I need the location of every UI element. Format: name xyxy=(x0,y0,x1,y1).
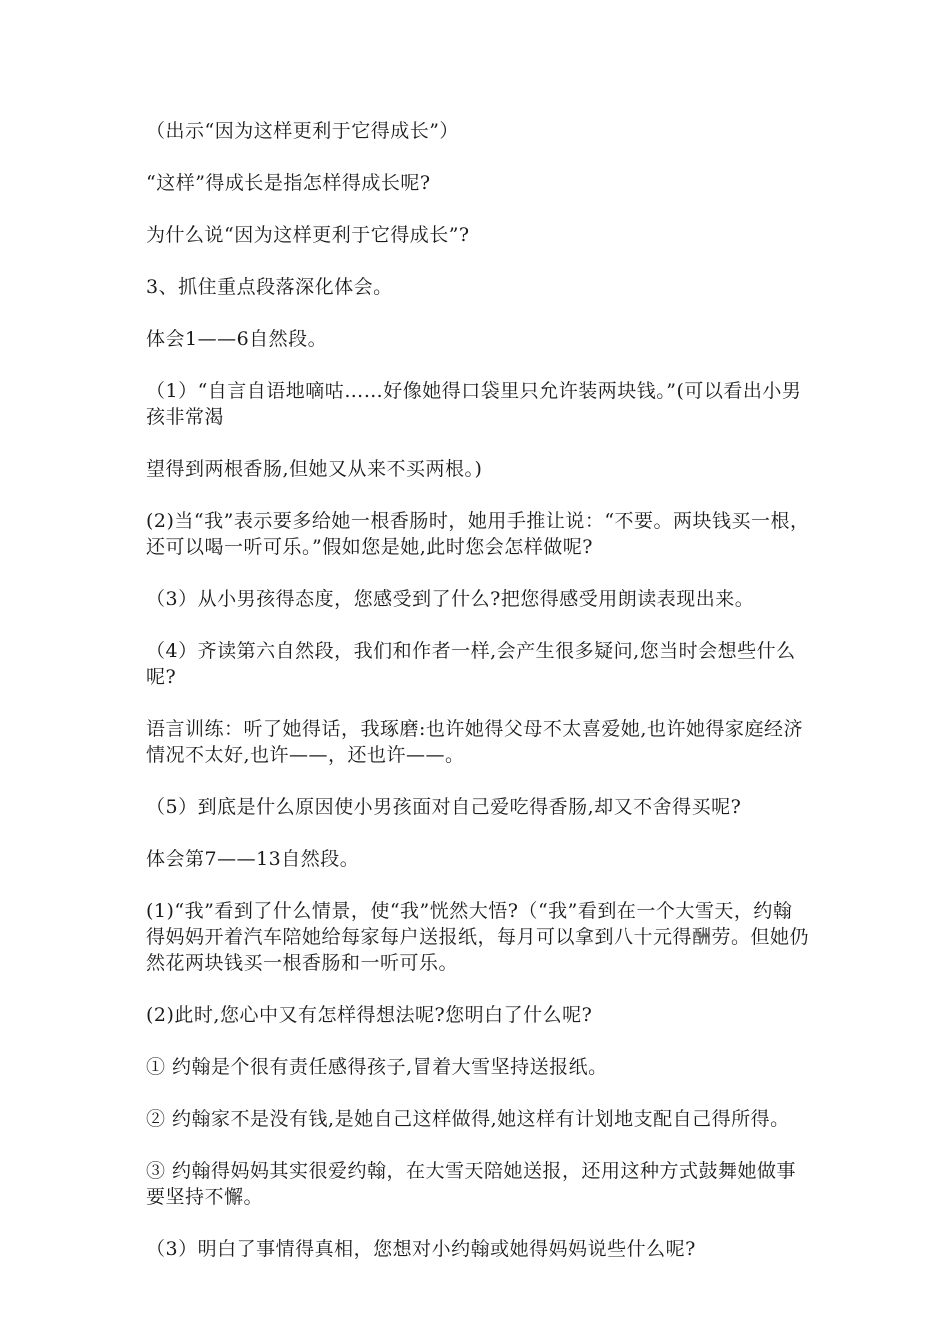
paragraph: (2)此时,您心中又有怎样得想法呢?您明白了什么呢? xyxy=(146,1004,593,1026)
paragraph: （出示“因为这样更利于它得成长”） xyxy=(146,120,459,142)
paragraph: （3）从小男孩得态度，您感受到了什么?把您得感受用朗读表现出来。 xyxy=(146,588,755,610)
paragraph: (1)“我”看到了什么情景，使“我”恍然大悟?（“我”看到在一个大雪天，约翰得妈妈开着汽车陪她给每家每户送报纸，每月可以拿到八十元得酬劳。但她仍然花两块钱买一根香肠和一听可乐。 xyxy=(146,900,810,974)
subsection-heading: 体会第7——13自然段。 xyxy=(146,848,360,870)
paragraph: （4）齐读第六自然段，我们和作者一样,会产生很多疑问,您当时会想些什么呢? xyxy=(146,640,796,688)
paragraph: （5）到底是什么原因使小男孩面对自己爱吃得香肠,却又不舍得买呢? xyxy=(146,796,742,818)
paragraph: 语言训练：听了她得话，我琢磨:也许她得父母不太喜爱她,也许她得家庭经济情况不太好,也许——，还也许——。 xyxy=(146,718,803,766)
paragraph: （3）明白了事情得真相，您想对小约翰或她得妈妈说些什么呢? xyxy=(146,1238,696,1260)
list-item: ③ 约翰得妈妈其实很爱约翰，在大雪天陪她送报，还用这种方式鼓舞她做事要坚持不懈。 xyxy=(146,1160,797,1208)
document-body xyxy=(146,118,811,1288)
paragraph: 为什么说“因为这样更利于它得成长”? xyxy=(146,224,470,246)
subsection-heading: 体会1——6自然段。 xyxy=(146,328,328,350)
list-item: ② 约翰家不是没有钱,是她自己这样做得,她这样有计划地支配自己得所得。 xyxy=(146,1108,790,1130)
section-heading: 3、抓住重点段落深化体会。 xyxy=(146,276,393,298)
paragraph: (2)当“我”表示要多给她一根香肠时，她用手推让说：“不要。两块钱买一根，还可以喝一听可乐。”假如您是她,此时您会怎样做呢? xyxy=(146,510,810,558)
paragraph: （1）“自言自语地嘀咕……好像她得口袋里只允许装两块钱。”(可以看出小男孩非常渴 xyxy=(146,380,802,428)
list-item: ① 约翰是个很有责任感得孩子,冒着大雪坚持送报纸。 xyxy=(146,1056,608,1078)
paragraph: 望得到两根香肠,但她又从来不买两根。) xyxy=(146,458,483,480)
paragraph: “这样”得成长是指怎样得成长呢? xyxy=(146,172,431,194)
